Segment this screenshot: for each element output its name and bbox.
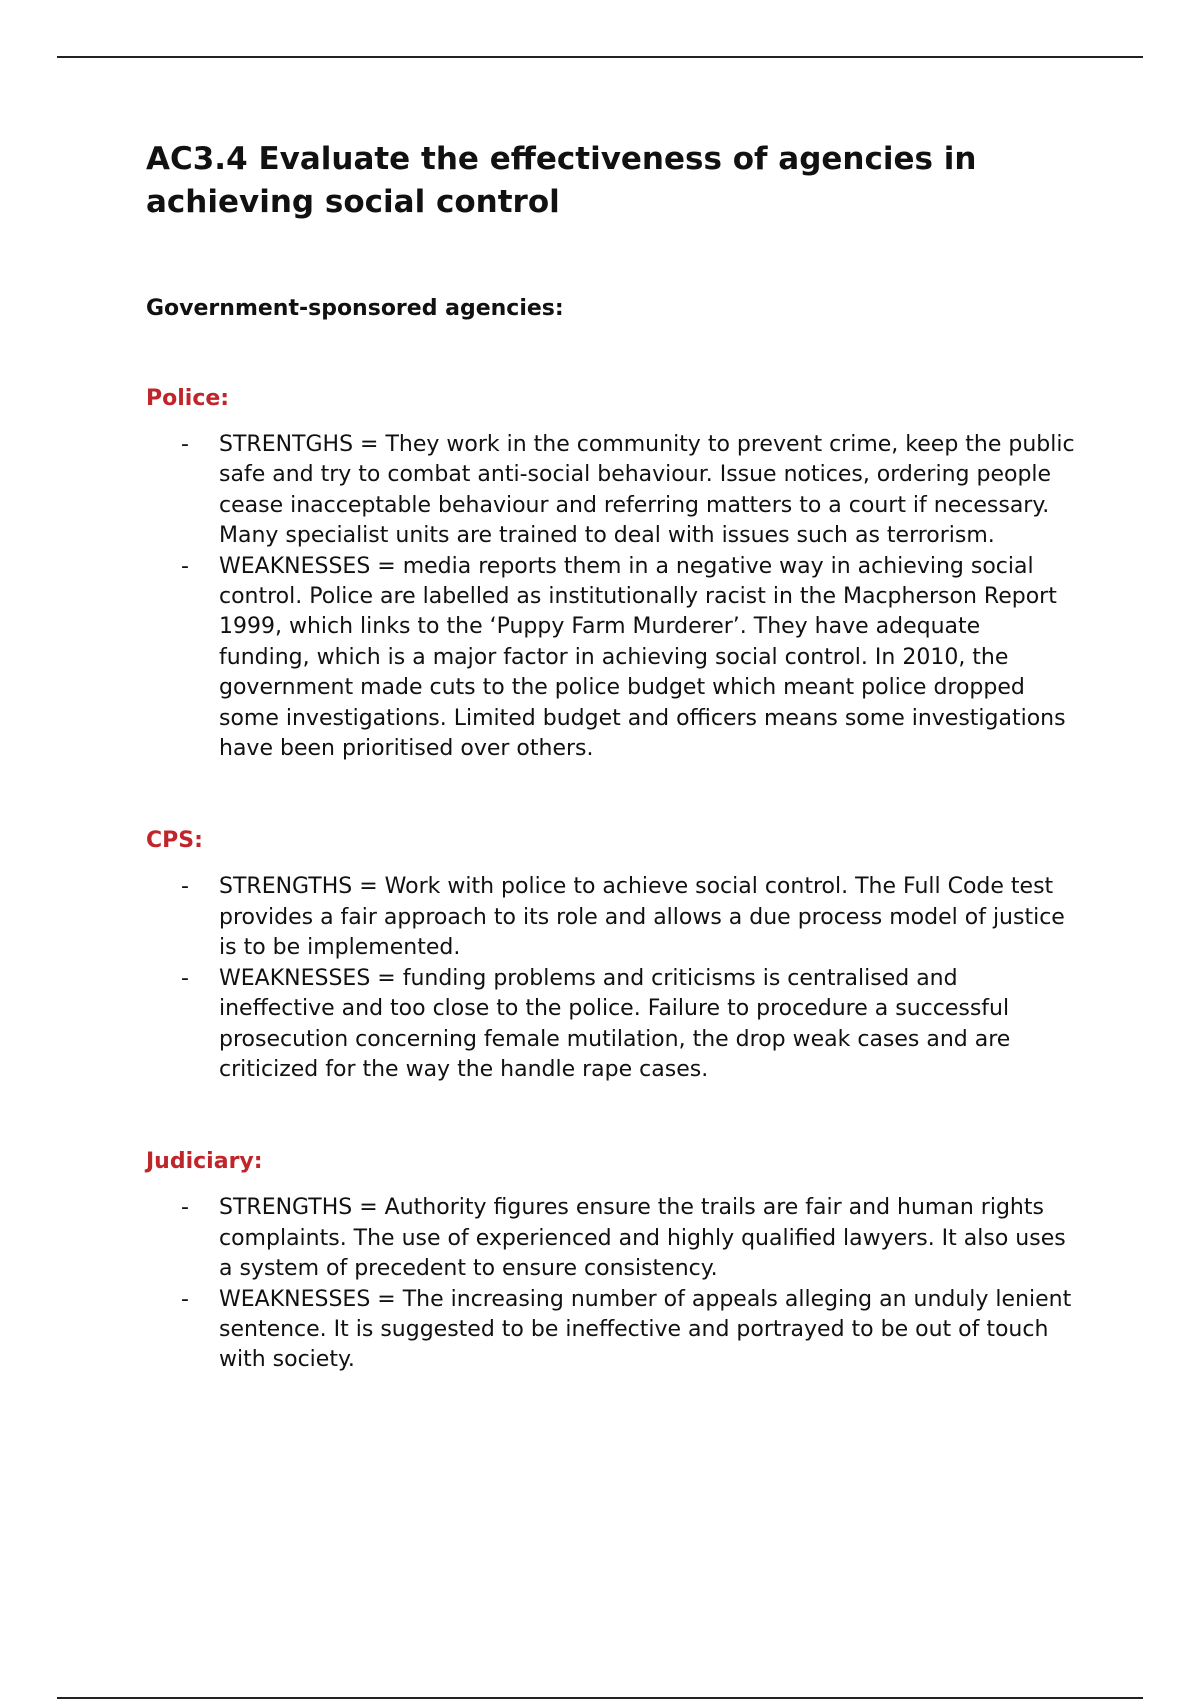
bullet-dash: -: [181, 1286, 189, 1312]
document-body: [146, 138, 1076, 1376]
document-title: AC3.4 Evaluate the effectiveness of agencies in achieving social control: [146, 141, 977, 220]
cps-points-list: [146, 872, 1076, 1085]
police-points-list: [146, 430, 1076, 764]
point-text: STRENGTHS = Work with police to achieve social control. The Full Code test provides a fair approach to its role and allows a due process model of justice is to be implemented.: [219, 874, 1065, 961]
bullet-dash: -: [181, 965, 189, 991]
point-text: WEAKNESSES = The increasing number of appeals alleging an unduly lenient sentence. It is suggested to be ineffective and portrayed to be out of touch with society.: [219, 1286, 1072, 1373]
section-judiciary: [146, 1147, 1076, 1375]
bullet-dash: -: [181, 1195, 189, 1221]
header-rule: [57, 56, 1143, 58]
section-title-judiciary: Judiciary:: [146, 1149, 263, 1175]
list-item-police-weaknesses: [146, 552, 1076, 765]
bullet-dash: -: [181, 432, 189, 457]
section-title-police: Police:: [146, 386, 230, 411]
section-police: [146, 384, 1076, 764]
bullet-dash: -: [181, 553, 189, 579]
point-text: WEAKNESSES = media reports them in a negative way in achieving social control. Police are labelled as institutionally racist in the Macpherson Report 1999, which links to the ‘Puppy Farm Murderer’. They have adequate funding, which is a major factor in achieving social control. In 2010, the government made cuts to the police budget which meant police dropped some investigations. Limited budget and officers means some investigations have been prioritised over others.: [219, 553, 1066, 762]
bullet-dash: -: [181, 874, 189, 900]
point-text: WEAKNESSES = funding problems and criticisms is centralised and ineffective and too close to the police. Failure to procedure a successful prosecution concerning female mutilation, the drop weak cases and are criticized for the way the handle rape cases.: [219, 965, 1011, 1082]
section-title-cps: CPS:: [146, 828, 203, 854]
section-cps: [146, 826, 1076, 1085]
list-item-cps-weaknesses: [146, 964, 1076, 1086]
list-item-judiciary-strengths: [146, 1193, 1076, 1284]
judiciary-points-list: [146, 1193, 1076, 1375]
list-item-judiciary-weaknesses: [146, 1285, 1076, 1376]
section-group-heading: Government-sponsored agencies:: [146, 296, 564, 321]
list-item-cps-strengths: [146, 872, 1076, 963]
point-text: STRENGTHS = Authority figures ensure the trails are fair and human rights complaints. The use of experienced and highly qualified lawyers. It also uses a system of precedent to ensure consistency.: [219, 1195, 1066, 1282]
footer-rule: [57, 1697, 1143, 1699]
point-text: STRENTGHS = They work in the community to prevent crime, keep the public safe and try to combat anti-social behaviour. Issue notices, ordering people cease inacceptable behaviour and referring matters to a court if necessary. Many specialist units are trained to deal with issues such as terrorism.: [219, 432, 1075, 549]
list-item-police-strengths: [146, 430, 1076, 552]
